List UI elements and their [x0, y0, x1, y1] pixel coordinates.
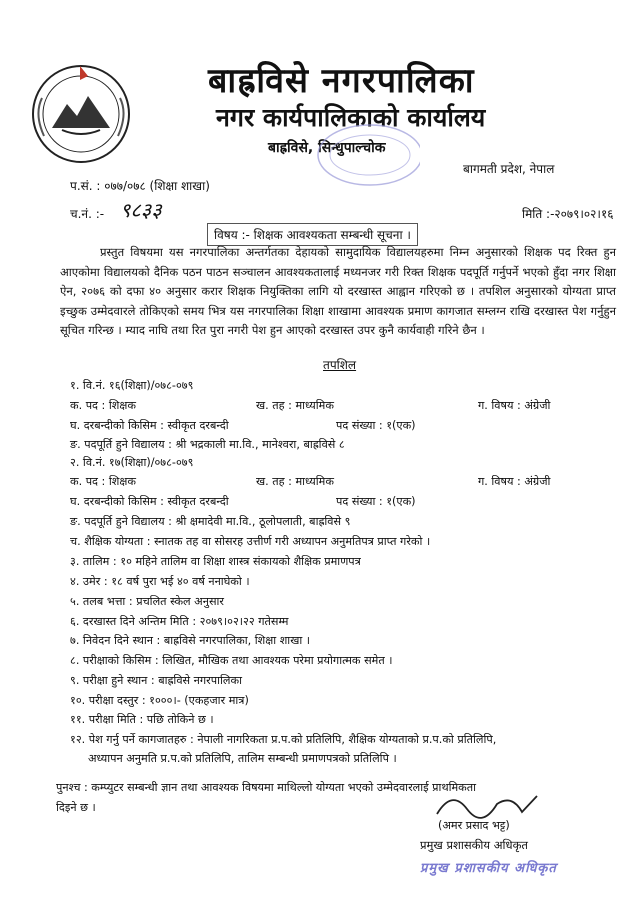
post1-pad: क. पद : शिक्षक [70, 399, 136, 412]
body-paragraph: प्रस्तुत विषयमा यस नगरपालिका अन्तर्गतका देहायको सामुदायिक विद्यालयहरुमा निम्न अनुसारको शिक्षक पद रिक्त हुन आएकोमा विद्यालयको दैनिक पठन पाठन सञ्चालन आवश्यकतालाई मध्यनजर गरी रिक्त शिक्षक पदपूर्ति गर्नुपर्ने भएको हुँदा नगर शिक्षा ऐन, २०७६ को दफा ४० अनुसार करार शिक्षक नियुक्तिका लागि यो दरखास्त आह्वान गरिएको छ । तपशिल अनुसारको योग्यता प्राप्त इच्छुक उम्मेदवारले तोकिएको समय भित्र यस नगरपालिका शिक्षा शाखामा आवश्यक प्रमाण कागजात सम्लग्न राखि दरखास्त पेश गर्नुहुन सूचित गरिन्छ । म्याद नाघि तथा रित पुरा नगरी पेश हुन आएको दरखास्त उपर कुनै कार्यवाही गरिने छैन । [60, 245, 616, 337]
detail-salary: ५. तलब भत्ता : प्रचलित स्केल अनुसार [70, 595, 224, 608]
reference-number: प.सं. : ०७७/०७८ (शिक्षा शाखा) [70, 179, 210, 193]
chalani-number: ९८३३ [120, 198, 162, 222]
detail-documents-cont: अध्यापन अनुमति प्र.प.को प्रतिलिपि, तालिम सम्बन्धी प्रमाणपत्रको प्रतिलिपि । [88, 752, 397, 765]
detail-deadline: ६. दरखास्त दिने अन्तिम मिति : २०७९।०२।२२ गतेसम्म [70, 615, 289, 628]
signatory-designation: प्रमुख प्रशासकीय अधिकृत [420, 838, 528, 852]
signatory-name: (अमर प्रसाद भट्ट) [438, 819, 510, 832]
post2-taha: ख. तह : माध्यमिक [256, 475, 334, 488]
chalani-label: च.नं. :- [70, 207, 105, 221]
post2-kisim: घ. दरबन्दीको किसिम : स्वीकृत दरबन्दी [70, 495, 229, 508]
office-seal-stamp [300, 120, 420, 190]
detail-training: ३. तालिम : १० महिने तालिम वा शिक्षा शास्त्र संकायको शैक्षिक प्रमाणपत्र [70, 555, 361, 568]
post1-taha: ख. तह : माध्यमिक [256, 399, 334, 412]
office-location: बाह्रविसे, सिन्धुपाल्चोक [268, 140, 386, 156]
detail-exam-fee: १०. परीक्षा दस्तुर : १०००।- (एकहजार मात्र) [70, 694, 249, 707]
post1-kisim: घ. दरबन्दीको किसिम : स्वीकृत दरबन्दी [70, 419, 229, 432]
office-name: नगर कार्यपालिकाको कार्यालय [216, 103, 486, 132]
post2-vishaya: ग. विषय : अंग्रेजी [478, 475, 551, 488]
post1-pad-sankhya: पद संख्या : १(एक) [336, 419, 416, 432]
post2-vino: २. वि.नं. १७(शिक्षा)/०७८-०७९ [70, 456, 194, 469]
postscript-line2: दिइने छ । [56, 801, 96, 814]
post1-vishaya: ग. विषय : अंग्रेजी [478, 399, 551, 412]
detail-exam-place: ९. परीक्षा हुने स्थान : बाह्रविसे नगरपालिका [70, 674, 242, 687]
province: बागमती प्रदेश, नेपाल [463, 162, 555, 176]
post1-vidyalaya: ङ. पदपूर्ति हुने विद्यालय : श्री भद्रकाली मा.वि., मानेश्वरा, बाह्रविसे ८ [70, 438, 345, 451]
post2-vidyalaya: ङ. पदपूर्ति हुने विद्यालय : श्री क्षमादेवी मा.वि., ठूलोपलाती, बाह्रविसे ९ [70, 515, 351, 528]
detail-qualification: च. शैक्षिक योग्यता : स्नातक तह वा सोसरह उत्तीर्ण गरी अध्यापन अनुमतिपत्र प्राप्त गरेको । [70, 535, 431, 548]
detail-exam-date: ११. परीक्षा मिति : पछि तोकिने छ । [70, 713, 214, 726]
government-emblem [22, 58, 140, 166]
detail-documents: १२. पेश गर्नु पर्ने कागजातहरु : नेपाली नागरिकता प्र.प.को प्रतिलिपि, शैक्षिक योग्यताको प्र.प.को प्रतिलिपि, [70, 733, 497, 746]
postscript-line1: पुनश्च : कम्प्युटर सम्बन्धी ज्ञान तथा आवश्यक विषयमा माथिल्लो योग्यता भएको उम्मेदवारलाई प्राथमिकता [56, 781, 477, 794]
post2-pad-sankhya: पद संख्या : १(एक) [336, 495, 416, 508]
detail-submission-place: ७. निवेदन दिने स्थान : बाह्रविसे नगरपालिका, शिक्षा शाखा । [70, 634, 311, 647]
tapashil-heading: तपशिल [323, 358, 357, 372]
designation-stamp: प्रमुख प्रशासकीय अधिकृत [420, 861, 557, 876]
detail-exam-type: ८. परीक्षाको किसिम : लिखित, मौखिक तथा आवश्यक परेमा प्रयोगात्मक समेत । [70, 654, 393, 667]
subject-line: विषय :- शिक्षक आवश्यकता सम्बन्धी सूचना । [207, 223, 418, 246]
post1-vino: १. वि.नं. १६(शिक्षा)/०७८-०७९ [70, 379, 194, 392]
letter-date: मिति :-२०७९।०२।१६ [522, 207, 614, 221]
post2-pad: क. पद : शिक्षक [70, 475, 136, 488]
org-name: बाह्रविसे नगरपालिका [208, 61, 475, 101]
detail-age: ४. उमेर : १८ वर्ष पुरा भई ४० वर्ष ननाघेको । [70, 575, 250, 588]
